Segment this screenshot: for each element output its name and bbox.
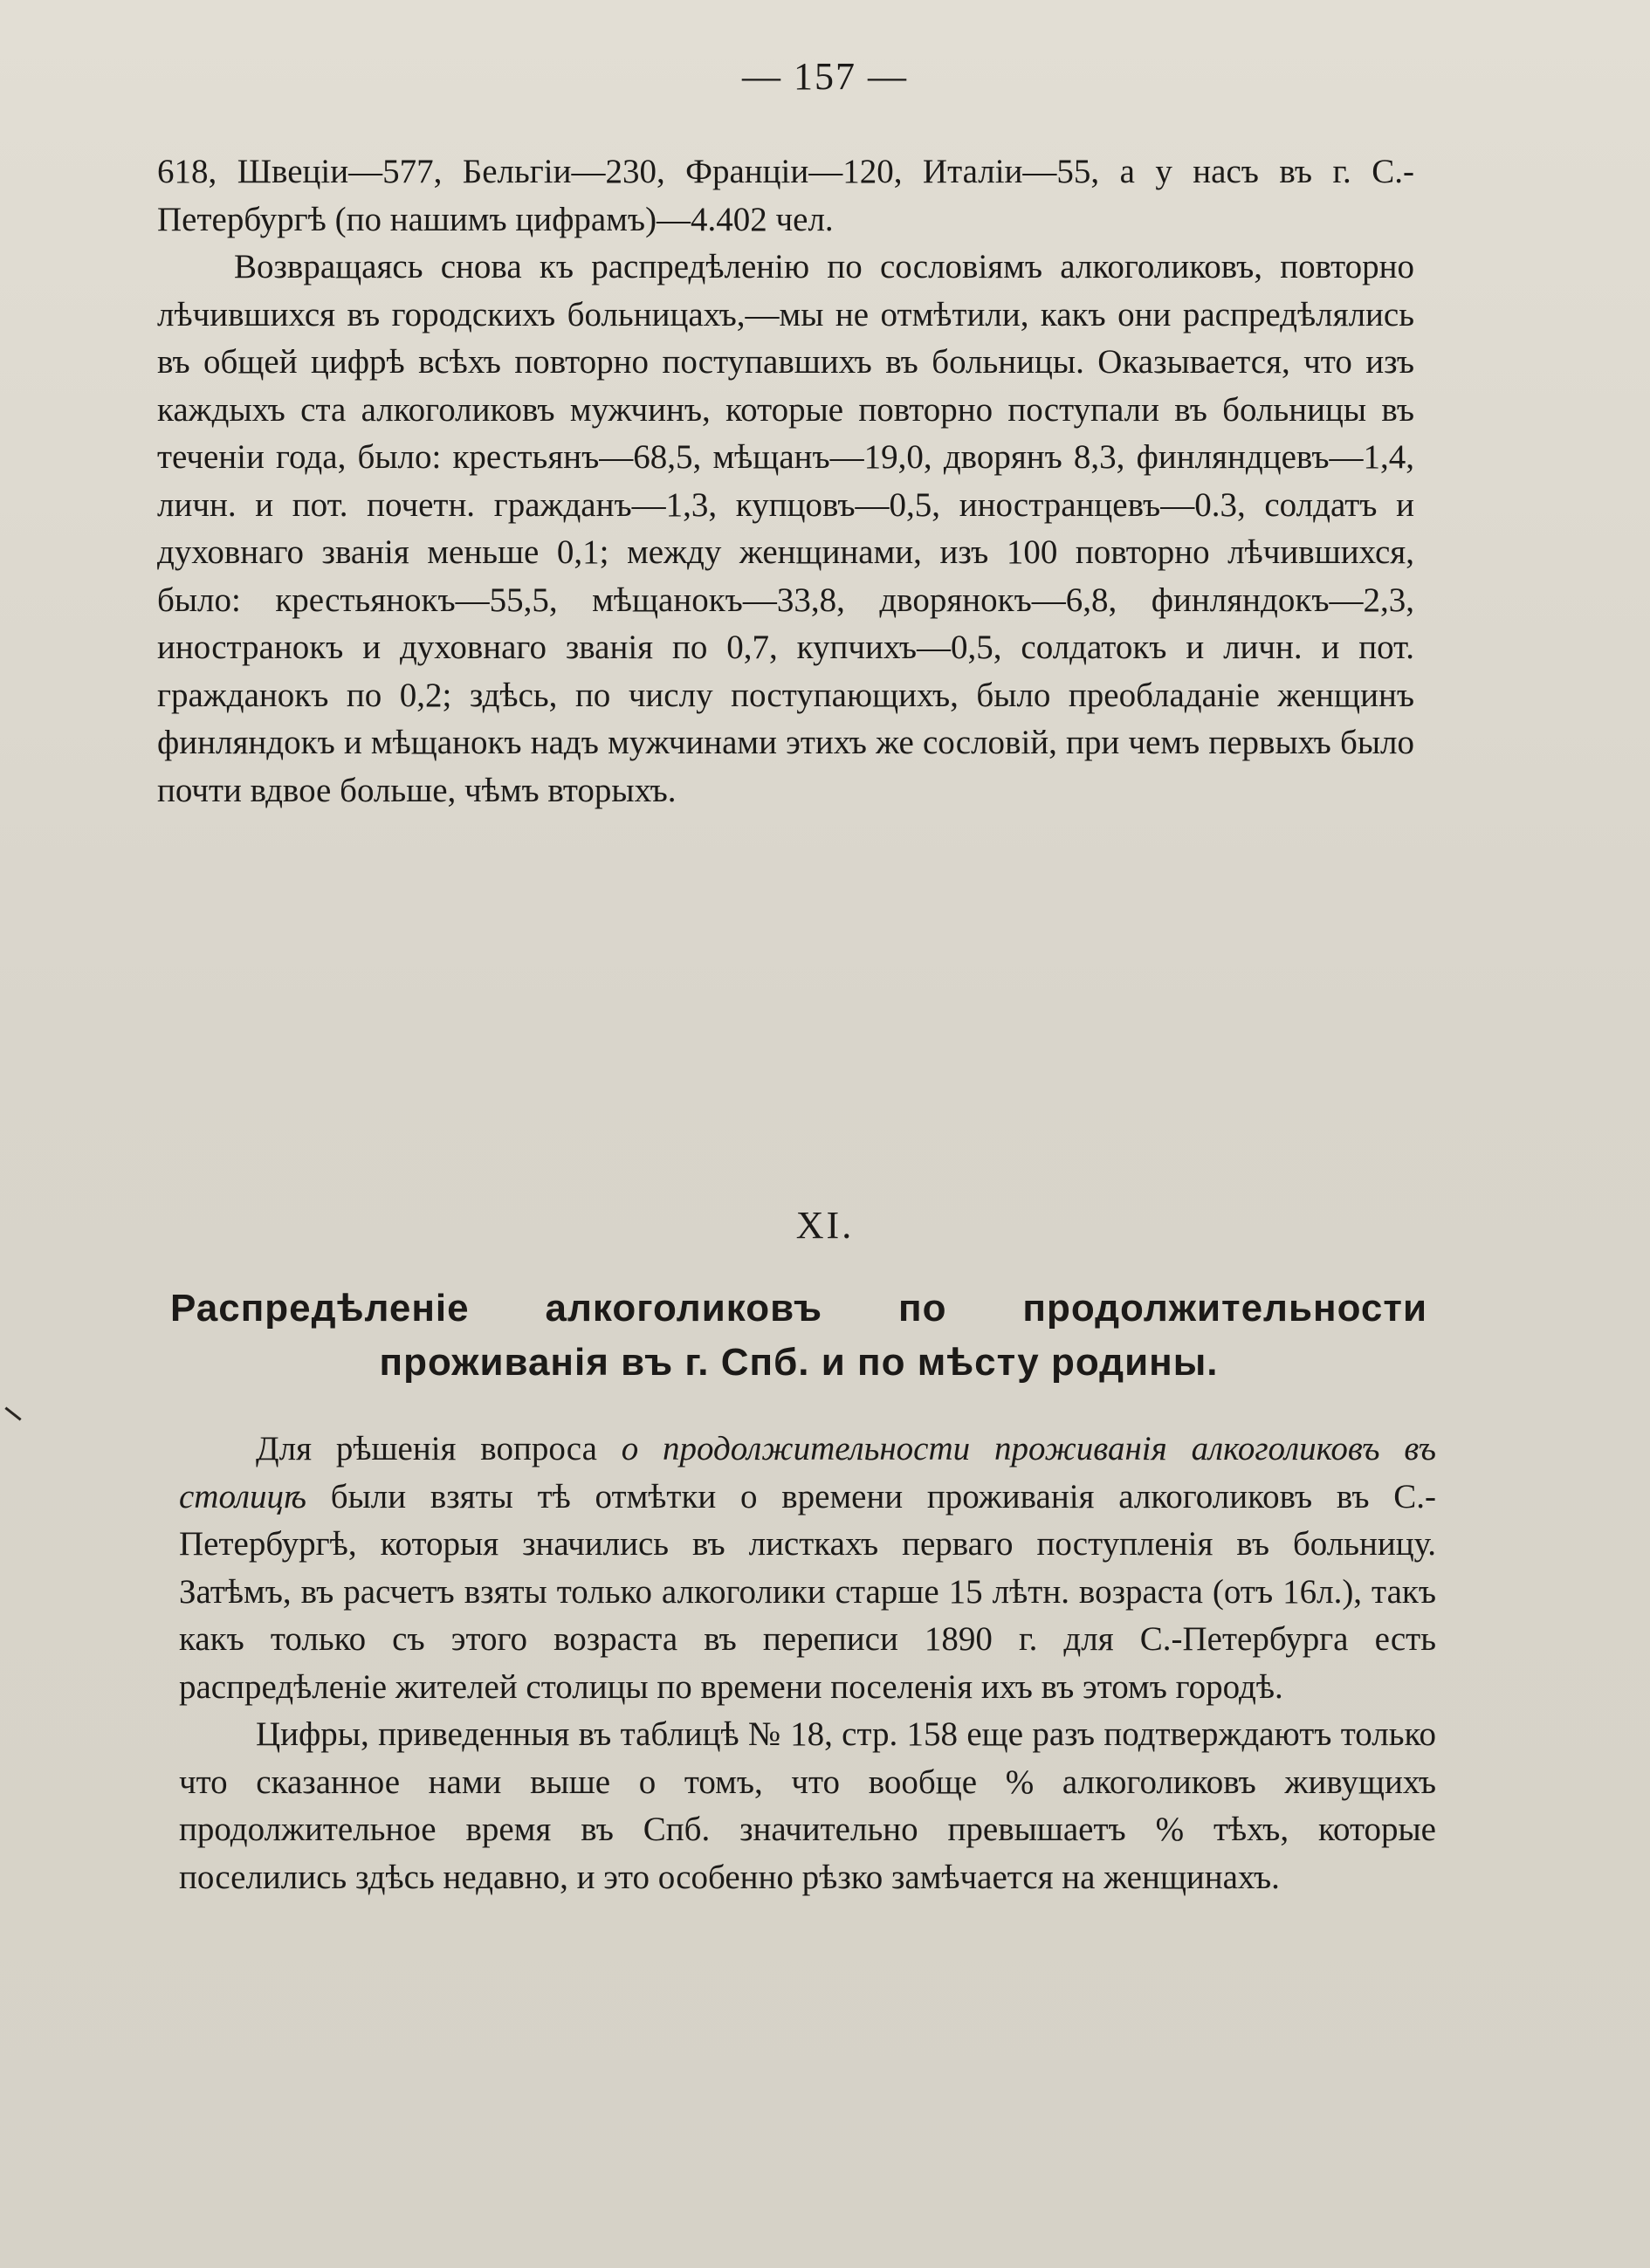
paragraph-continuation: 618, Швеціи—577, Бельгіи—230, Франціи—120, Италіи—55, а у насъ въ г. С.-Петербургѣ (по нашимъ цифрамъ)—4.402 чел. [157, 153, 1414, 238]
bottom-text-block [179, 1426, 1436, 1901]
section-numeral: XI. [795, 1204, 855, 1247]
paragraph-residence-duration [179, 1426, 1436, 1711]
paragraph-rest-text: были взяты тѣ отмѣтки о времени проживанія алкоголиковъ въ С.-Петербургѣ, которыя значились въ листкахъ перваго поступленія въ больницу. Затѣмъ, въ расчетъ взяты только алкоголики старше 15 лѣтн. возраста (отъ 16л.), такъ какъ только съ этого возраста въ переписи 1890 г. для С.-Петербурга есть распредѣленіе жителей столицы по времени поселенія ихъ въ этомъ городѣ. [179, 1477, 1437, 1706]
margin-pen-mark [4, 1407, 21, 1421]
paragraph-lead-text: Для рѣшенія вопроса [256, 1430, 597, 1467]
paragraph-table-reference: Цифры, приведенныя въ таблицѣ № 18, стр. 158 еще разъ подтверждаютъ только что сказанное нами выше о томъ, что вообще % алкоголиковъ живущихъ продолжительное время въ Спб. значительно превышаетъ % тѣхъ, которые поселились здѣсь недавно, и это особенно рѣзко замѣчается на женщинахъ. [179, 1715, 1436, 1896]
section-heading: Распредѣленіе алкоголиковъ по продолжительности проживанія въ г. Спб. и по мѣсту родины. [170, 1287, 1427, 1384]
top-text-block [157, 148, 1414, 814]
paragraph-estates-distribution: Возвращаясь снова къ распредѣленію по сословіямъ алкоголиковъ, повторно лѣчившихся въ городскихъ больницахъ,—мы не отмѣтили, какъ они распредѣлялись въ общей цифрѣ всѣхъ повторно поступавшихъ въ больницы. Оказывается, что изъ каждыхъ ста алкоголиковъ мужчинъ, которые повторно поступали въ больницы въ теченіи года, было: крестьянъ—68,5, мѣщанъ—19,0, дворянъ 8,3, финляндцевъ—1,4, личн. и пот. почетн. гражданъ—1,3, купцовъ—0,5, иностранцевъ—0.3, солдатъ и духовнаго званія меньше 0,1; между женщинами, изъ 100 повторно лѣчившихся, было: крестьянокъ—55,5, мѣщанокъ—33,8, дворянокъ—6,8, финляндокъ—2,3, иностранокъ и духовнаго званія по 0,7, купчихъ—0,5, солдатокъ и личн. и пот. гражданокъ по 0,2; здѣсь, по числу поступающихъ, было преобладаніе женщинъ финляндокъ и мѣщанокъ надъ мужчинами этихъ же сословій, при чемъ первыхъ было почти вдвое больше, чѣмъ вторыхъ. [157, 248, 1414, 809]
emphasized-phrase: о продолжительности проживанія алкоголиковъ въ столицѣ [179, 1430, 1436, 1515]
page-number: — 157 — [742, 55, 908, 98]
